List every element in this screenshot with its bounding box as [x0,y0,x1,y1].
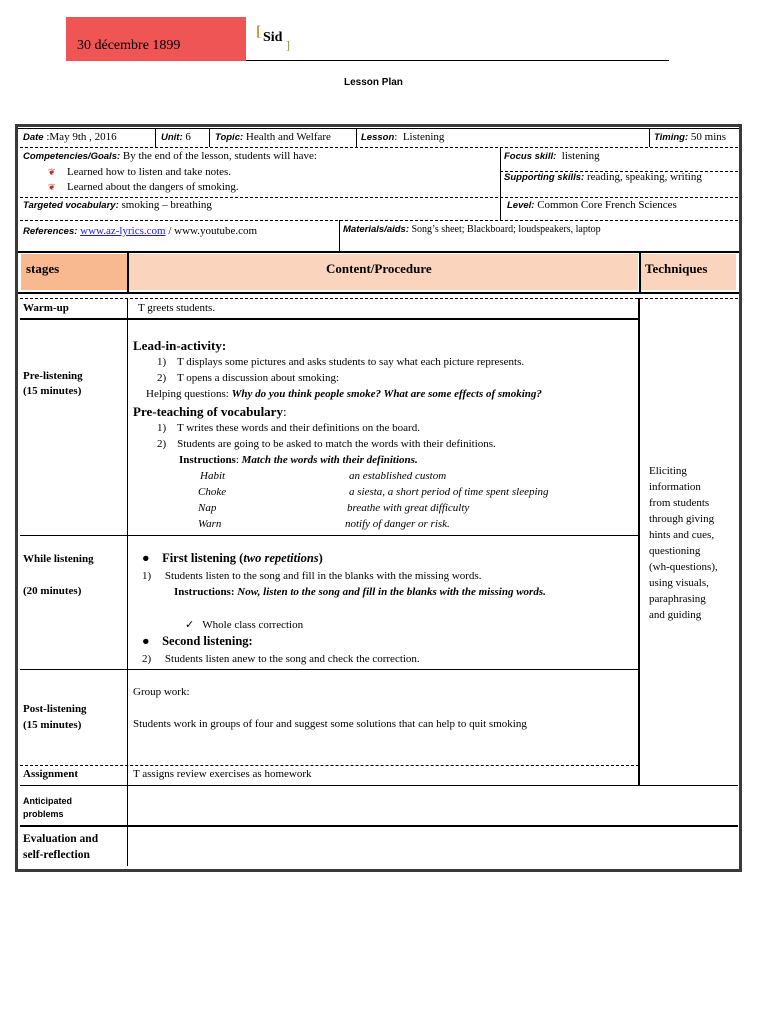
vocab-definition: notify of danger or risk. [345,518,450,530]
instructions-vocab: Instructions: Match the words with their definitions. [179,454,418,466]
stage-anticipated: Anticipated [23,796,73,806]
helping-questions: Helping questions: Why do you think people smoke? What are some effects of smoking? [146,388,542,400]
vocab-definition: an established custom [349,470,447,482]
vocab-word: Warn [198,518,222,530]
topic-field: Topic: Health and Welfare [215,131,331,143]
materials-field: Materials/aids: Song’s sheet; Blackboard; loudspeakers, laptop [343,224,601,235]
instructions-listen: Instructions: Now, listen to the song and fill in the blanks with the missing words. [174,586,546,598]
row-divider [20,197,738,198]
stage-evaluation: Evaluation and [23,833,99,845]
check-item: ✓ Whole class correction [185,619,304,631]
vocab-definition: breathe with great difficulty [347,502,470,514]
stage-anticipated-2: problems [23,809,64,819]
row-divider [20,318,639,320]
col-divider [649,128,650,147]
group-work: Group work: [133,686,190,698]
leadin-item: 2) T opens a discussion about smoking: [157,372,340,384]
goal-item: ❦ Learned about the dangers of smoking. [48,181,239,193]
document-title: Lesson Plan [344,77,403,88]
book-bullet-icon: ❦ [48,166,56,177]
bullet-icon: ● [142,634,150,648]
references-field: References: www.az-lyrics.com / www.youtube.com [23,225,258,237]
preteach-item: 2) Students are going to be asked to match the words with their definitions. [157,438,496,450]
stage-assignment: Assignment [23,768,79,780]
row-divider [20,669,639,670]
row-divider [20,765,639,766]
row-divider [18,292,739,294]
header-rule [246,60,669,61]
content-header: Content/Procedure [129,254,638,290]
vocab-word: Choke [198,486,227,498]
stage-warmup: Warm-up [23,302,69,314]
header-date: 30 décembre 1899 [77,38,181,53]
bracket-icon: [ [256,24,261,40]
preteach-title: Pre-teaching of vocabulary: [133,404,287,419]
leadin-item: 1) T displays some pictures and asks students to say what each picture represents. [157,356,525,368]
goal-item: ❦ Learned how to listen and take notes. [48,166,232,178]
col-divider [209,128,210,147]
col-divider [638,298,640,785]
first-listening: ● First listening (two repetitions) [142,551,323,565]
col-divider [500,197,501,220]
preteach-item: 1) T writes these words and their definitions on the board. [157,422,420,434]
focus-skill-field: Focus skill: listening [504,150,600,162]
vocabulary-field: Targeted vocabulary: smoking – breathing [23,199,212,211]
col-divider [356,128,357,147]
checkmark-icon: ✓ [185,619,195,631]
leadin-title: Lead-in-activity: [133,338,227,353]
stage-prelistening-time: (15 minutes) [23,385,82,397]
vocab-word: Nap [198,502,217,514]
stage-prelistening: Pre-listening [23,370,83,382]
bracket-icon: ] [286,38,290,52]
reference-link[interactable]: www.az-lyrics.com [80,225,166,237]
stage-evaluation-2: self-reflection [23,849,90,861]
stage-while-time: (20 minutes) [23,585,82,597]
lesson-field: Lesson: Listening [361,131,445,143]
warmup-text: T greets students. [138,302,216,314]
second-listening: ● Second listening: [142,634,253,648]
techniques-text: Eliciting information from students through giving hints and cues, questioning (wh-questions), using visuals, paraphrasing and guiding [649,465,718,621]
while-item: 2) Students listen anew to the song and check the correction. [142,653,420,665]
header-author: Sid [263,30,283,45]
stage-while-listening: While listening [23,553,94,565]
vocab-word: Habit [200,470,226,482]
timing-field: Timing: 50 mins [654,131,727,143]
row-divider [18,128,739,129]
level-field: Level: Common Core French Sciences [507,199,677,211]
while-item: 1) Students listen to the song and fill in the blanks with the missing words. [142,570,482,582]
vocab-definition: a siesta, a short period of time spent sleeping [349,486,549,498]
stages-header: stages [21,254,127,290]
row-divider [20,220,738,221]
date-field: Date :May 9th , 2016 [23,131,117,143]
col-divider [155,128,156,147]
book-bullet-icon: ❦ [48,181,56,192]
techniques-header: Techniques [641,254,736,290]
col-divider [339,220,340,251]
competencies-field: Competencies/Goals: By the end of the lesson, students will have: [23,150,317,162]
col-divider [500,147,501,197]
col-divider [127,298,128,866]
supporting-skills-field: Supporting skills: reading, speaking, writing [504,171,702,183]
post-task: Students work in groups of four and suggest some solutions that can help to quit smoking [133,718,527,730]
unit-field: Unit: 6 [161,131,191,143]
row-divider [20,147,738,148]
stage-postlistening: Post-listening [23,703,87,715]
stage-post-time: (15 minutes) [23,719,82,731]
assignment-text: T assigns review exercises as homework [133,768,312,780]
row-divider [20,535,639,536]
bullet-icon: ● [142,551,150,565]
